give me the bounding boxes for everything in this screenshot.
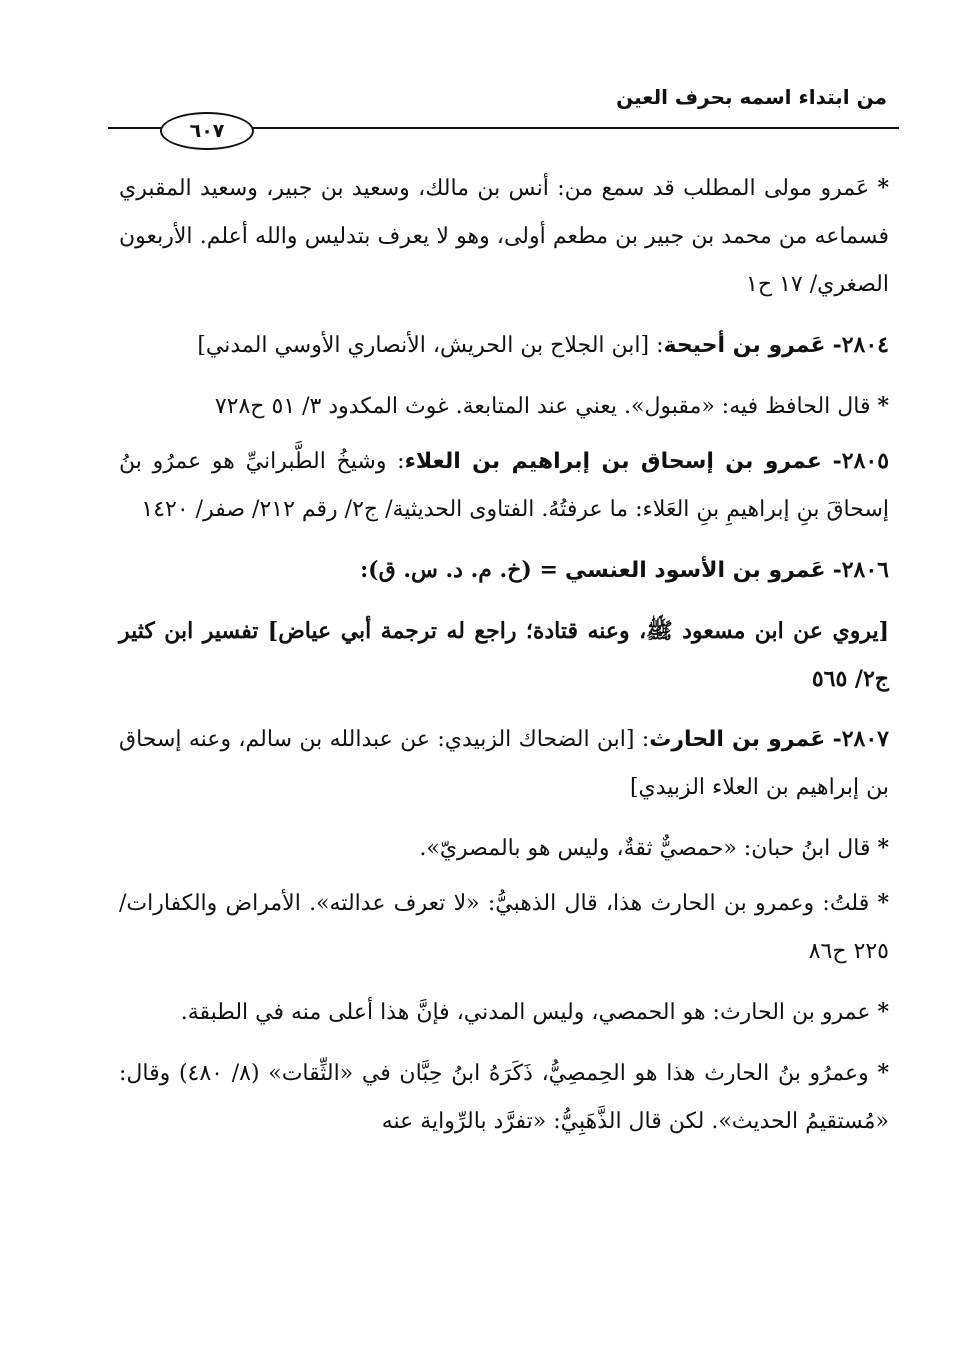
star-marker: * — [877, 393, 889, 419]
paragraph — [119, 607, 889, 703]
paragraph-text: قلتُ: وعمرو بن الحارث هذا، قال الذهبيُّ: «لا تعرف عدالته». الأمراض والكفارات/ ٢٢٥ ح٨٦ — [119, 891, 889, 964]
entry-2805 — [119, 437, 889, 534]
entry-text: = (خ. م. د. س. ق): — [360, 557, 558, 583]
entry-number: ٢٨٠٦- — [832, 557, 889, 583]
paragraph-text: عمرو بن الحارث: هو الحمصي، وليس المدني، فإنَّ هذا أعلى منه في الطبقة. — [180, 1000, 871, 1025]
paragraph — [119, 988, 889, 1037]
entry-2807 — [119, 715, 889, 812]
page-body — [119, 164, 889, 1158]
paragraph — [119, 164, 889, 309]
star-marker: * — [877, 835, 889, 861]
entry-text: : [ابن الجلاح بن الحريش، الأنصاري الأوسي المدني] — [197, 333, 664, 358]
entry-name: عَمرو بن الحارث — [649, 727, 826, 752]
page-number-oval: ٦٠٧ — [160, 112, 254, 150]
paragraph — [119, 382, 889, 431]
entry-name: عَمرو بن الأسود العنسي — [564, 558, 826, 583]
entry-text: : وشيخُ الطَّبرانيِّ هو عمرُو بنُ إسحاقَ بنِ إبراهيمِ بنِ العَلاء: ما عرفتُهُ. الفتاوى الحديثية/ ج٢/ رقم ٢١٢/ صفر/ ١٤٢٠ — [119, 449, 889, 522]
paragraph-text: قال ابنُ حبان: «حمصيٌّ ثقةٌ، وليس هو بالمصريّ». — [419, 836, 871, 861]
entry-2806 — [119, 546, 889, 595]
paragraph-text: عَمرو مولى المطلب قد سمع من: أنس بن مالك، وسعيد بن جبير، وسعيد المقبري فسماعه من محمد بن جبير بن مطعم أولى، وهو لا يعرف بتدليس والله أعلم. الأربعون الصغري/ ١٧ ح١ — [119, 176, 889, 297]
entry-2804 — [119, 321, 889, 370]
paragraph — [119, 1049, 889, 1146]
star-marker: * — [877, 890, 889, 916]
paragraph-text: [يروي عن ابن مسعود ﷺ، وعنه قتادة؛ راجع له ترجمة أبي عياض] تفسير ابن كثير ج٢/ ٥٦٥ — [119, 618, 889, 692]
paragraph — [119, 879, 889, 976]
entry-name: عمرو بن إسحاق بن إبراهيم بن العلاء — [404, 449, 822, 474]
star-marker: * — [877, 1060, 889, 1086]
running-header-title: من ابتداء اسمه بحرف العين — [616, 85, 887, 109]
star-marker: * — [877, 175, 889, 201]
entry-number: ٢٨٠٧- — [832, 726, 889, 752]
paragraph-text: وعمرُو بنُ الحارث هذا هو الحِمصِيُّ، ذَكَرَهُ ابنُ حِبَّان في «الثِّقات» (٨/ ٤٨٠) وقال: «مُستقيمُ الحديث». لكن قال الذَّهَبِيُّ: «تفرَّد بالرِّواية عنه — [119, 1061, 889, 1134]
star-marker: * — [877, 999, 889, 1025]
entry-name: عَمرو بن أحيحة — [663, 333, 826, 358]
paragraph — [119, 824, 889, 873]
entry-number: ٢٨٠٤- — [832, 332, 889, 358]
paragraph-text: قال الحافظ فيه: «مقبول». يعني عند المتابعة. غوث المكدود ٣/ ٥١ ح٧٢٨ — [214, 394, 871, 419]
entry-number: ٢٨٠٥- — [832, 448, 890, 474]
entry-text: : [ابن الضحاك الزبيدي: عن عبدالله بن سالم، وعنه إسحاق بن إبراهيم بن العلاء الزبيدي] — [119, 727, 889, 800]
